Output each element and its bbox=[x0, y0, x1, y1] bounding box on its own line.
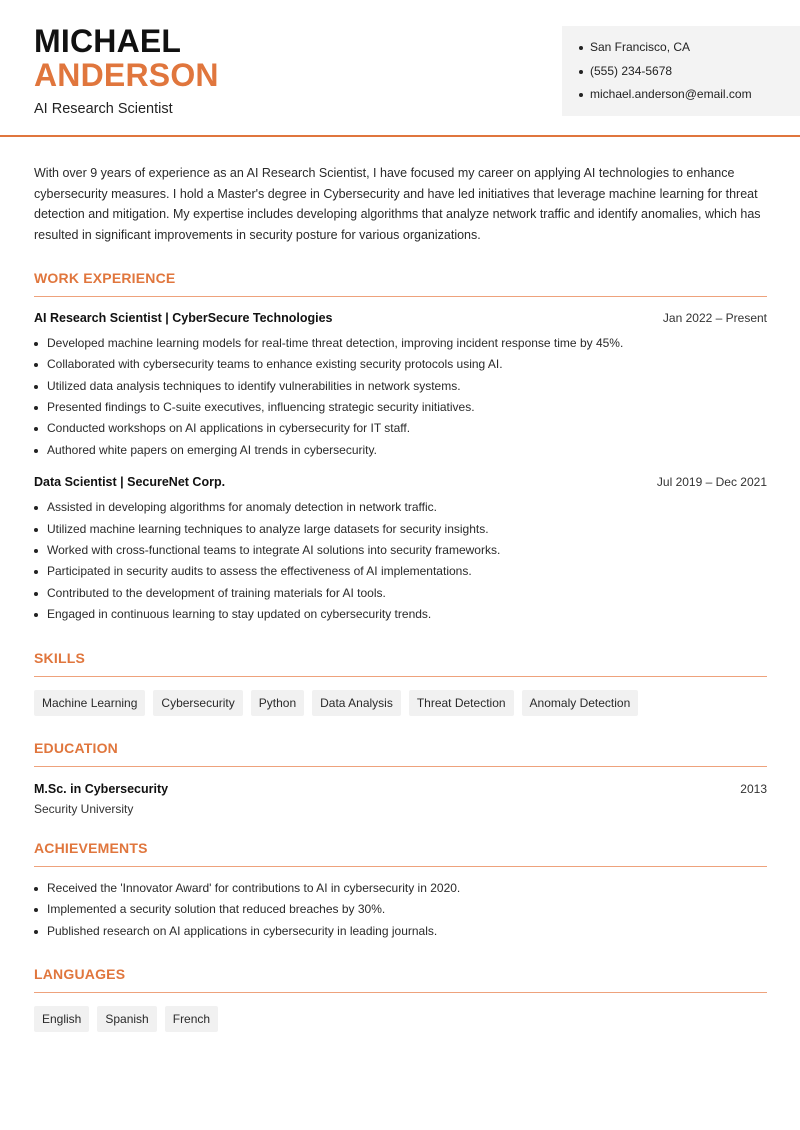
list-item bbox=[34, 604, 767, 625]
job-date: Jul 2019 – Dec 2021 bbox=[656, 475, 767, 490]
job-entry bbox=[34, 311, 767, 461]
education-degree: M.Sc. in Cybersecurity bbox=[34, 781, 169, 796]
list-item-text: Presented findings to C-suite executives, influencing strategic security initiatives. bbox=[47, 400, 475, 415]
achievements-list bbox=[34, 878, 767, 942]
job-title: AI Research Scientist bbox=[34, 101, 173, 117]
skill-tag: Data Analysis bbox=[312, 690, 401, 716]
skill-tag: Python bbox=[251, 690, 304, 716]
education-year: 2013 bbox=[740, 781, 767, 796]
summary-paragraph: With over 9 years of experience as an AI Research Scientist, I have focused my career on applying AI technologies to enhance cybersecurity measures. I hold a Master's degree in Cybersecurity and have led initiatives that leverage machine learning for threat detection and mitigation. My expertise includes developing algorithms that analyze network traffic and identify anomalies, which has resulted in significant improvements in security posture for various organizations. bbox=[34, 166, 761, 243]
section-title-languages: LANGUAGES bbox=[34, 966, 767, 993]
job-bullets bbox=[34, 497, 767, 625]
bullet-icon bbox=[34, 506, 38, 510]
bullet-icon bbox=[34, 427, 38, 431]
list-item bbox=[34, 921, 767, 942]
list-item-text: Developed machine learning models for real-time threat detection, improving incident response time by 45%. bbox=[47, 335, 624, 350]
skill-tag: Machine Learning bbox=[34, 690, 145, 716]
list-item bbox=[34, 561, 767, 582]
list-item-text: Collaborated with cybersecurity teams to enhance existing security protocols using AI. bbox=[47, 357, 503, 372]
list-item-text: Published research on AI applications in cybersecurity in leading journals. bbox=[47, 923, 438, 938]
section-title-achievements: ACHIEVEMENTS bbox=[34, 840, 767, 867]
job-role: Data Scientist | SecureNet Corp. bbox=[34, 475, 226, 490]
bullet-icon bbox=[34, 342, 38, 346]
bullet-icon bbox=[34, 528, 38, 532]
list-item bbox=[34, 354, 767, 375]
list-item bbox=[34, 540, 767, 561]
contact-phone bbox=[579, 64, 800, 88]
contact-box bbox=[562, 26, 800, 116]
bullet-icon bbox=[34, 570, 38, 574]
language-tags bbox=[34, 1006, 767, 1032]
first-name: MICHAEL bbox=[34, 23, 182, 59]
list-item-text: Participated in security audits to assess the effectiveness of AI implementations. bbox=[47, 564, 472, 579]
list-item-text: Conducted workshops on AI applications in cybersecurity for IT staff. bbox=[47, 421, 411, 436]
bullet-icon bbox=[34, 613, 38, 617]
section-title-work: WORK EXPERIENCE bbox=[34, 270, 767, 297]
skills-tags bbox=[34, 690, 767, 716]
job-date: Jan 2022 – Present bbox=[662, 310, 767, 325]
list-item bbox=[34, 440, 767, 461]
contact-location bbox=[579, 40, 800, 64]
resume-header bbox=[0, 0, 800, 137]
job-header bbox=[34, 475, 767, 489]
list-item-text: Worked with cross-functional teams to integrate AI solutions into security frameworks. bbox=[47, 543, 501, 558]
bullet-icon bbox=[579, 46, 583, 50]
list-item-text: Received the 'Innovator Award' for contributions to AI in cybersecurity in 2020. bbox=[47, 880, 461, 895]
contact-phone-text: (555) 234-5678 bbox=[590, 63, 673, 78]
name-block bbox=[34, 25, 219, 117]
list-item-text: Utilized data analysis techniques to identify vulnerabilities in network systems. bbox=[47, 378, 461, 393]
section-title-education: EDUCATION bbox=[34, 740, 767, 767]
list-item bbox=[34, 519, 767, 540]
bullet-icon bbox=[579, 70, 583, 74]
contact-email-text: michael.anderson@email.com bbox=[590, 87, 752, 101]
bullet-icon bbox=[34, 887, 38, 891]
last-name: ANDERSON bbox=[34, 57, 219, 93]
list-item bbox=[34, 497, 767, 518]
education-school: Security University bbox=[34, 801, 134, 816]
skill-tag: Cybersecurity bbox=[153, 690, 242, 716]
bullet-icon bbox=[34, 592, 38, 596]
bullet-icon bbox=[579, 93, 583, 97]
bullet-icon bbox=[34, 385, 38, 389]
list-item-text: Engaged in continuous learning to stay updated on cybersecurity trends. bbox=[47, 607, 432, 622]
list-item bbox=[34, 583, 767, 604]
contact-location-text: San Francisco, CA bbox=[590, 40, 691, 54]
bullet-icon bbox=[34, 930, 38, 934]
list-item-text: Contributed to the development of training materials for AI tools. bbox=[47, 585, 386, 600]
bullet-icon bbox=[34, 449, 38, 453]
bullet-icon bbox=[34, 406, 38, 410]
list-item-text: Authored white papers on emerging AI trends in cybersecurity. bbox=[47, 442, 377, 457]
job-bullets bbox=[34, 333, 767, 461]
job-role: AI Research Scientist | CyberSecure Technologies bbox=[34, 310, 333, 325]
list-item-text: Assisted in developing algorithms for anomaly detection in network traffic. bbox=[47, 500, 437, 515]
list-item-text: Implemented a security solution that reduced breaches by 30%. bbox=[47, 902, 386, 917]
bullet-icon bbox=[34, 549, 38, 553]
list-item bbox=[34, 376, 767, 397]
section-title-skills: SKILLS bbox=[34, 650, 767, 677]
list-item bbox=[34, 899, 767, 920]
list-item bbox=[34, 333, 767, 354]
skill-tag: Anomaly Detection bbox=[522, 690, 639, 716]
list-item bbox=[34, 878, 767, 899]
resume-content bbox=[34, 163, 767, 1032]
language-tag: English bbox=[34, 1006, 89, 1032]
list-item bbox=[34, 418, 767, 439]
list-item-text: Utilized machine learning techniques to analyze large datasets for security insights. bbox=[47, 521, 489, 536]
contact-email bbox=[579, 87, 800, 111]
list-item bbox=[34, 397, 767, 418]
job-header bbox=[34, 311, 767, 325]
job-entry bbox=[34, 475, 767, 625]
language-tag: French bbox=[165, 1006, 218, 1032]
bullet-icon bbox=[34, 908, 38, 912]
education-header bbox=[34, 782, 767, 796]
skill-tag: Threat Detection bbox=[409, 690, 514, 716]
language-tag: Spanish bbox=[97, 1006, 156, 1032]
bullet-icon bbox=[34, 363, 38, 367]
